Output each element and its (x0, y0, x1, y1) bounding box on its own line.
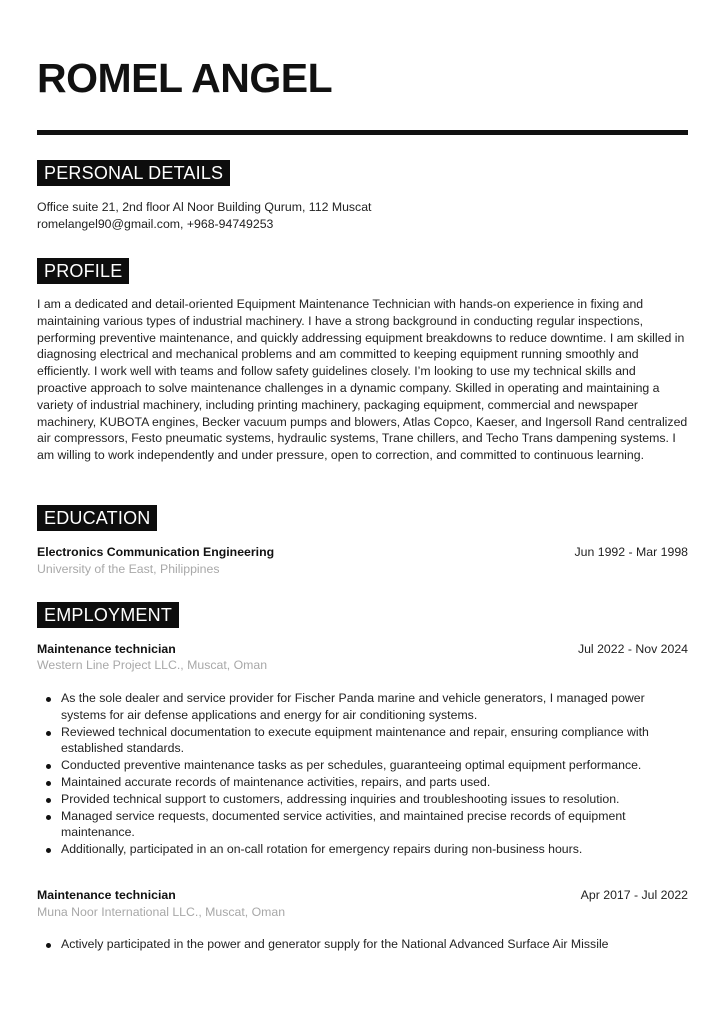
contact-text: romelangel90@gmail.com, +968-94749253 (37, 217, 274, 231)
job-duties-list (37, 690, 688, 858)
list-item: Managed service requests, documented service activities, and maintained precise records of equipment maintenance. (37, 808, 688, 842)
section-heading-education: EDUCATION (37, 505, 157, 531)
job-company: Western Line Project LLC., Muscat, Oman (37, 658, 268, 672)
list-item: Additionally, participated in an on-call rotation for emergency repairs during non-business hours. (37, 841, 688, 858)
header-divider (37, 130, 688, 135)
profile-summary: I am a dedicated and detail-oriented Equipment Maintenance Technician with hands-on experience in fixing and maintaining various types of industrial machinery. I have a strong background in conducting regular inspections, performing preventive maintenance, and quickly addressing equipment breakdowns to reduce downtime. I am skilled in diagnosing electrical and mechanical problems and am committed to keeping equipment running smoothly and efficiently. I work well with teams and follow safety guidelines closely. I’m looking to use my technical skills and proactive approach to solve maintenance challenges in a dynamic company. Skilled in operating and maintaining a variety of industrial machinery, including printing machinery, packaging equipment, commercial and newspaper machinery, KUBOTA engines, Becker vacuum pumps and blowers, Atlas Copco, Kaeser, and Ingersoll Rand centralized air compressors, Festo pneumatic systems, hydraulic systems, Trane chillers, and Techo Trans dampening systems. I am willing to work independently and under pressure, open to correction, and committed to continuous learning. (37, 297, 688, 463)
section-heading-profile: PROFILE (37, 258, 129, 284)
job-duties-list (37, 936, 688, 953)
list-item: Maintained accurate records of maintenance activities, repairs, and parts used. (37, 774, 688, 791)
list-item: Provided technical support to customers, addressing inquiries and troubleshooting issues to resolution. (37, 791, 688, 808)
candidate-name: ROMEL ANGEL (37, 55, 333, 101)
job-dates: Jul 2022 - Nov 2024 (577, 642, 688, 656)
job-dates: Apr 2017 - Jul 2022 (580, 888, 688, 902)
job-entry (37, 641, 688, 657)
address-text: Office suite 21, 2nd floor Al Noor Building Qurum, 112 Muscat (37, 200, 372, 214)
list-item: As the sole dealer and service provider for Fischer Panda marine and vehicle generators, I managed power systems for air defense applications and energy for air conditioning systems. (37, 690, 688, 724)
education-entry (37, 544, 688, 560)
education-school: University of the East, Philippines (37, 562, 220, 576)
job-title: Maintenance technician (37, 888, 176, 902)
education-dates: Jun 1992 - Mar 1998 (574, 545, 688, 559)
education-degree: Electronics Communication Engineering (37, 545, 275, 559)
job-company: Muna Noor International LLC., Muscat, Oman (37, 905, 286, 919)
section-heading-personal-details: PERSONAL DETAILS (37, 160, 230, 186)
job-title: Maintenance technician (37, 642, 176, 656)
section-heading-employment: EMPLOYMENT (37, 602, 179, 628)
list-item: Actively participated in the power and generator supply for the National Advanced Surface Air Missile (37, 936, 688, 953)
job-entry (37, 887, 688, 903)
list-item: Reviewed technical documentation to execute equipment maintenance and repair, ensuring compliance with established standards. (37, 724, 688, 758)
list-item: Conducted preventive maintenance tasks as per schedules, guaranteeing optimal equipment performance. (37, 757, 688, 774)
